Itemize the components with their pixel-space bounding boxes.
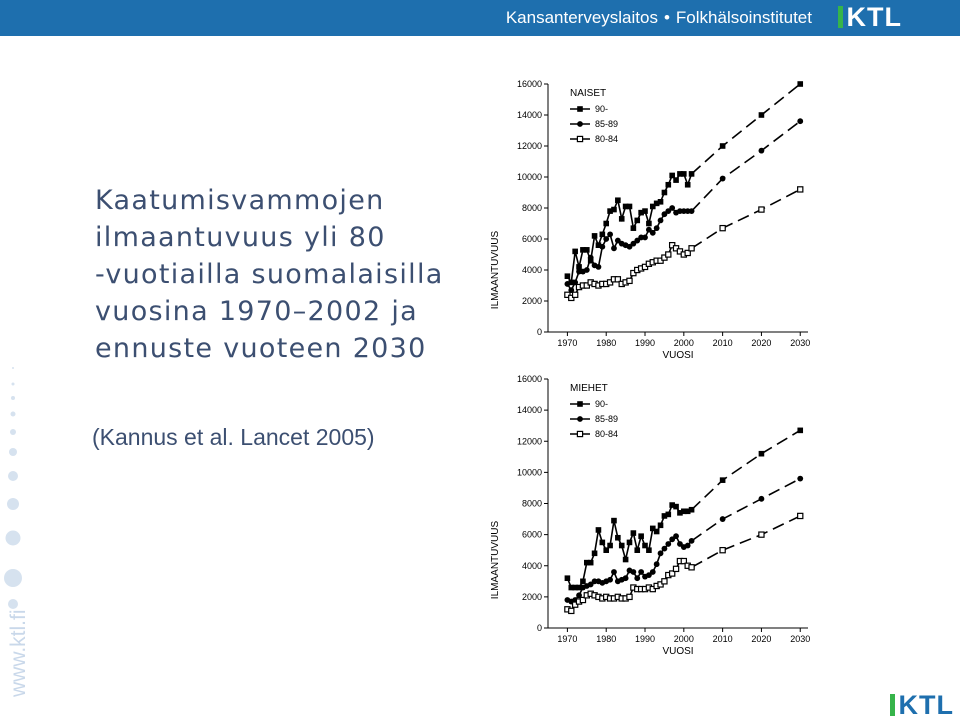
data-point-square: [619, 543, 625, 549]
legend-title: MIEHET: [570, 383, 608, 394]
data-point-square: [797, 428, 803, 434]
data-point-open-square: [573, 292, 578, 297]
data-point-square: [646, 221, 652, 227]
forecast-line: [692, 189, 801, 248]
forecast-line: [692, 121, 801, 211]
data-point-open-square: [689, 246, 694, 251]
x-tick-label: 1990: [634, 338, 656, 348]
forecast-line: [692, 84, 801, 174]
legend-label: 90-: [595, 104, 609, 114]
x-tick-label: 2030: [790, 634, 811, 644]
data-point-square: [658, 522, 664, 528]
legend-label: 90-: [595, 399, 609, 409]
x-tick-label: 1970: [557, 634, 578, 644]
data-point-square: [797, 81, 803, 87]
y-tick-label: 10000: [516, 172, 542, 182]
data-point-square: [720, 143, 726, 149]
data-point-circle: [623, 575, 629, 581]
data-point-square: [634, 547, 640, 553]
series-90-: [565, 428, 803, 591]
x-tick-label: 2030: [790, 338, 811, 348]
data-point-open-square: [689, 565, 694, 570]
forecast-line: [692, 430, 801, 509]
legend-label: 80-84: [595, 429, 619, 439]
x-tick-label: 1970: [557, 338, 578, 348]
data-point-circle: [638, 569, 644, 575]
data-point-circle: [662, 546, 668, 552]
data-point-open-square: [627, 278, 632, 283]
data-point-open-square: [720, 548, 725, 553]
x-axis-title: VUOSI: [662, 350, 694, 361]
y-tick-label: 12000: [516, 141, 542, 151]
x-tick-label: 2020: [751, 338, 772, 348]
data-point-open-square: [627, 594, 632, 599]
data-point-circle: [607, 577, 613, 583]
data-point-square: [615, 197, 621, 203]
data-point-square: [689, 171, 695, 177]
data-point-open-square: [569, 608, 574, 613]
data-point-square: [572, 249, 578, 255]
y-tick-label: 12000: [516, 436, 542, 447]
website-watermark: www.ktl.fi: [7, 609, 30, 697]
data-point-open-square: [720, 226, 725, 231]
institute-separator: •: [663, 8, 670, 27]
logo-text-bottom: KTL: [898, 690, 954, 720]
x-tick-label: 2000: [673, 634, 694, 644]
legend-label: 85-89: [595, 119, 619, 129]
title-line: Kaatumisvammojen: [95, 185, 385, 216]
ktl-logo-bottom: [890, 690, 954, 721]
legend-label: 80-84: [595, 134, 619, 144]
data-point-square: [623, 557, 629, 563]
x-tick-label: 2010: [712, 634, 733, 644]
data-point-circle: [577, 121, 583, 127]
data-point-square: [607, 543, 613, 549]
data-point-circle: [634, 575, 640, 581]
series-85-89: [565, 118, 804, 293]
data-point-open-square: [759, 532, 764, 537]
y-tick-label: 4000: [521, 265, 542, 275]
chart-panel-2: [490, 374, 810, 657]
y-axis-title: ILMAANTUVUUS: [490, 520, 501, 600]
data-point-square: [665, 182, 671, 188]
data-point-square: [596, 527, 602, 533]
data-point-square: [615, 535, 621, 541]
data-point-square: [646, 547, 652, 553]
data-point-circle: [611, 245, 617, 251]
data-point-square: [611, 518, 617, 524]
y-tick-label: 14000: [516, 405, 542, 416]
data-point-square: [685, 182, 691, 188]
data-point-square: [720, 477, 726, 483]
data-point-circle: [759, 148, 765, 154]
logo-text: KTL: [846, 2, 902, 32]
data-point-circle: [654, 225, 660, 231]
data-point-square: [638, 533, 644, 539]
data-point-square: [681, 171, 687, 177]
y-tick-label: 8000: [521, 203, 542, 213]
y-tick-label: 16000: [516, 79, 542, 89]
y-axis-title: ILMAANTUVUUS: [490, 230, 501, 310]
data-point-square: [600, 232, 606, 238]
data-point-circle: [630, 569, 636, 575]
data-point-square: [689, 507, 695, 513]
x-tick-label: 2000: [673, 338, 694, 348]
data-point-square: [592, 233, 598, 239]
data-point-square: [584, 247, 590, 253]
data-point-circle: [720, 516, 726, 522]
data-point-square: [627, 204, 633, 210]
x-tick-label: 2020: [751, 634, 772, 644]
data-point-circle: [685, 543, 691, 549]
data-point-circle: [611, 569, 617, 575]
y-tick-label: 10000: [516, 467, 542, 478]
institute-name-sv: Folkhälsoinstitutet: [675, 8, 812, 27]
data-point-square: [565, 575, 571, 581]
data-point-circle: [565, 281, 571, 287]
data-point-open-square: [798, 513, 803, 518]
data-point-circle: [797, 118, 803, 124]
x-tick-label: 2010: [712, 338, 733, 348]
data-point-square: [759, 112, 765, 118]
title-line: ennuste vuoteen 2030: [95, 333, 427, 364]
data-point-circle: [654, 561, 660, 567]
data-point-square: [634, 218, 640, 224]
data-point-circle: [607, 231, 613, 237]
data-point-circle: [658, 218, 664, 224]
x-tick-label: 1980: [596, 634, 617, 644]
data-point-circle: [689, 538, 695, 544]
logo-bar-icon: [890, 694, 895, 716]
data-point-square: [603, 221, 609, 227]
data-point-circle: [797, 476, 803, 482]
data-point-square: [565, 273, 571, 279]
data-point-square: [577, 106, 583, 112]
legend-title: NAISET: [570, 88, 607, 99]
series-line: [567, 174, 691, 283]
title-line: ilmaantuvuus yli 80: [95, 222, 386, 253]
data-point-circle: [603, 236, 609, 242]
data-point-square: [665, 512, 671, 518]
y-tick-label: 14000: [516, 110, 542, 120]
data-point-circle: [720, 176, 726, 182]
data-point-circle: [577, 416, 583, 422]
data-point-square: [642, 208, 648, 214]
y-tick-label: 6000: [521, 529, 542, 540]
forecast-line: [692, 516, 801, 567]
data-point-open-square: [673, 566, 678, 571]
data-point-square: [627, 540, 633, 546]
data-point-open-square: [577, 136, 582, 141]
x-axis-title: VUOSI: [662, 646, 694, 657]
title-line: vuosina 1970–2002 ja: [95, 296, 418, 327]
x-tick-label: 1990: [634, 634, 656, 644]
data-point-open-square: [577, 431, 582, 436]
citation: (Kannus et al. Lancet 2005): [92, 424, 375, 450]
data-point-circle: [658, 550, 664, 556]
title-line: -vuotiailla suomalaisilla: [95, 259, 444, 290]
data-point-square: [600, 540, 606, 546]
y-tick-label: 8000: [521, 498, 542, 509]
y-tick-label: 0: [536, 623, 542, 633]
data-point-square: [658, 199, 664, 205]
data-point-square: [631, 225, 637, 231]
data-point-circle: [642, 235, 648, 241]
legend-label: 85-89: [595, 414, 619, 424]
forecast-line: [692, 479, 801, 541]
y-tick-label: 2000: [521, 591, 542, 602]
data-point-square: [631, 530, 637, 536]
y-tick-label: 4000: [521, 560, 542, 571]
data-point-square: [592, 551, 598, 557]
institute-name-fi: Kansanterveyslaitos: [505, 8, 658, 27]
data-point-square: [759, 451, 765, 457]
data-point-square: [619, 216, 625, 222]
data-point-circle: [584, 267, 590, 273]
chart-panel-1: [490, 79, 810, 361]
data-point-square: [673, 177, 679, 183]
data-point-circle: [588, 255, 594, 261]
data-point-circle: [665, 541, 671, 547]
y-tick-label: 16000: [516, 374, 542, 384]
data-point-circle: [759, 496, 765, 502]
data-point-square: [673, 504, 679, 510]
data-point-square: [654, 529, 660, 535]
data-point-circle: [689, 208, 695, 214]
y-tick-label: 2000: [521, 296, 542, 306]
data-point-open-square: [759, 207, 764, 212]
data-point-square: [611, 207, 617, 213]
data-point-circle: [599, 244, 605, 250]
data-point-square: [662, 190, 668, 196]
data-point-square: [577, 401, 583, 407]
data-point-circle: [596, 264, 602, 270]
y-tick-label: 6000: [521, 234, 542, 244]
data-point-circle: [669, 205, 675, 211]
data-point-circle: [650, 569, 656, 575]
data-point-open-square: [666, 252, 671, 257]
data-point-open-square: [662, 579, 667, 584]
x-tick-label: 1980: [596, 338, 617, 348]
data-point-square: [588, 560, 594, 566]
data-point-square: [580, 579, 586, 585]
data-point-circle: [673, 533, 679, 539]
data-point-circle: [650, 230, 656, 236]
y-tick-label: 0: [536, 327, 542, 337]
data-point-open-square: [798, 187, 803, 192]
